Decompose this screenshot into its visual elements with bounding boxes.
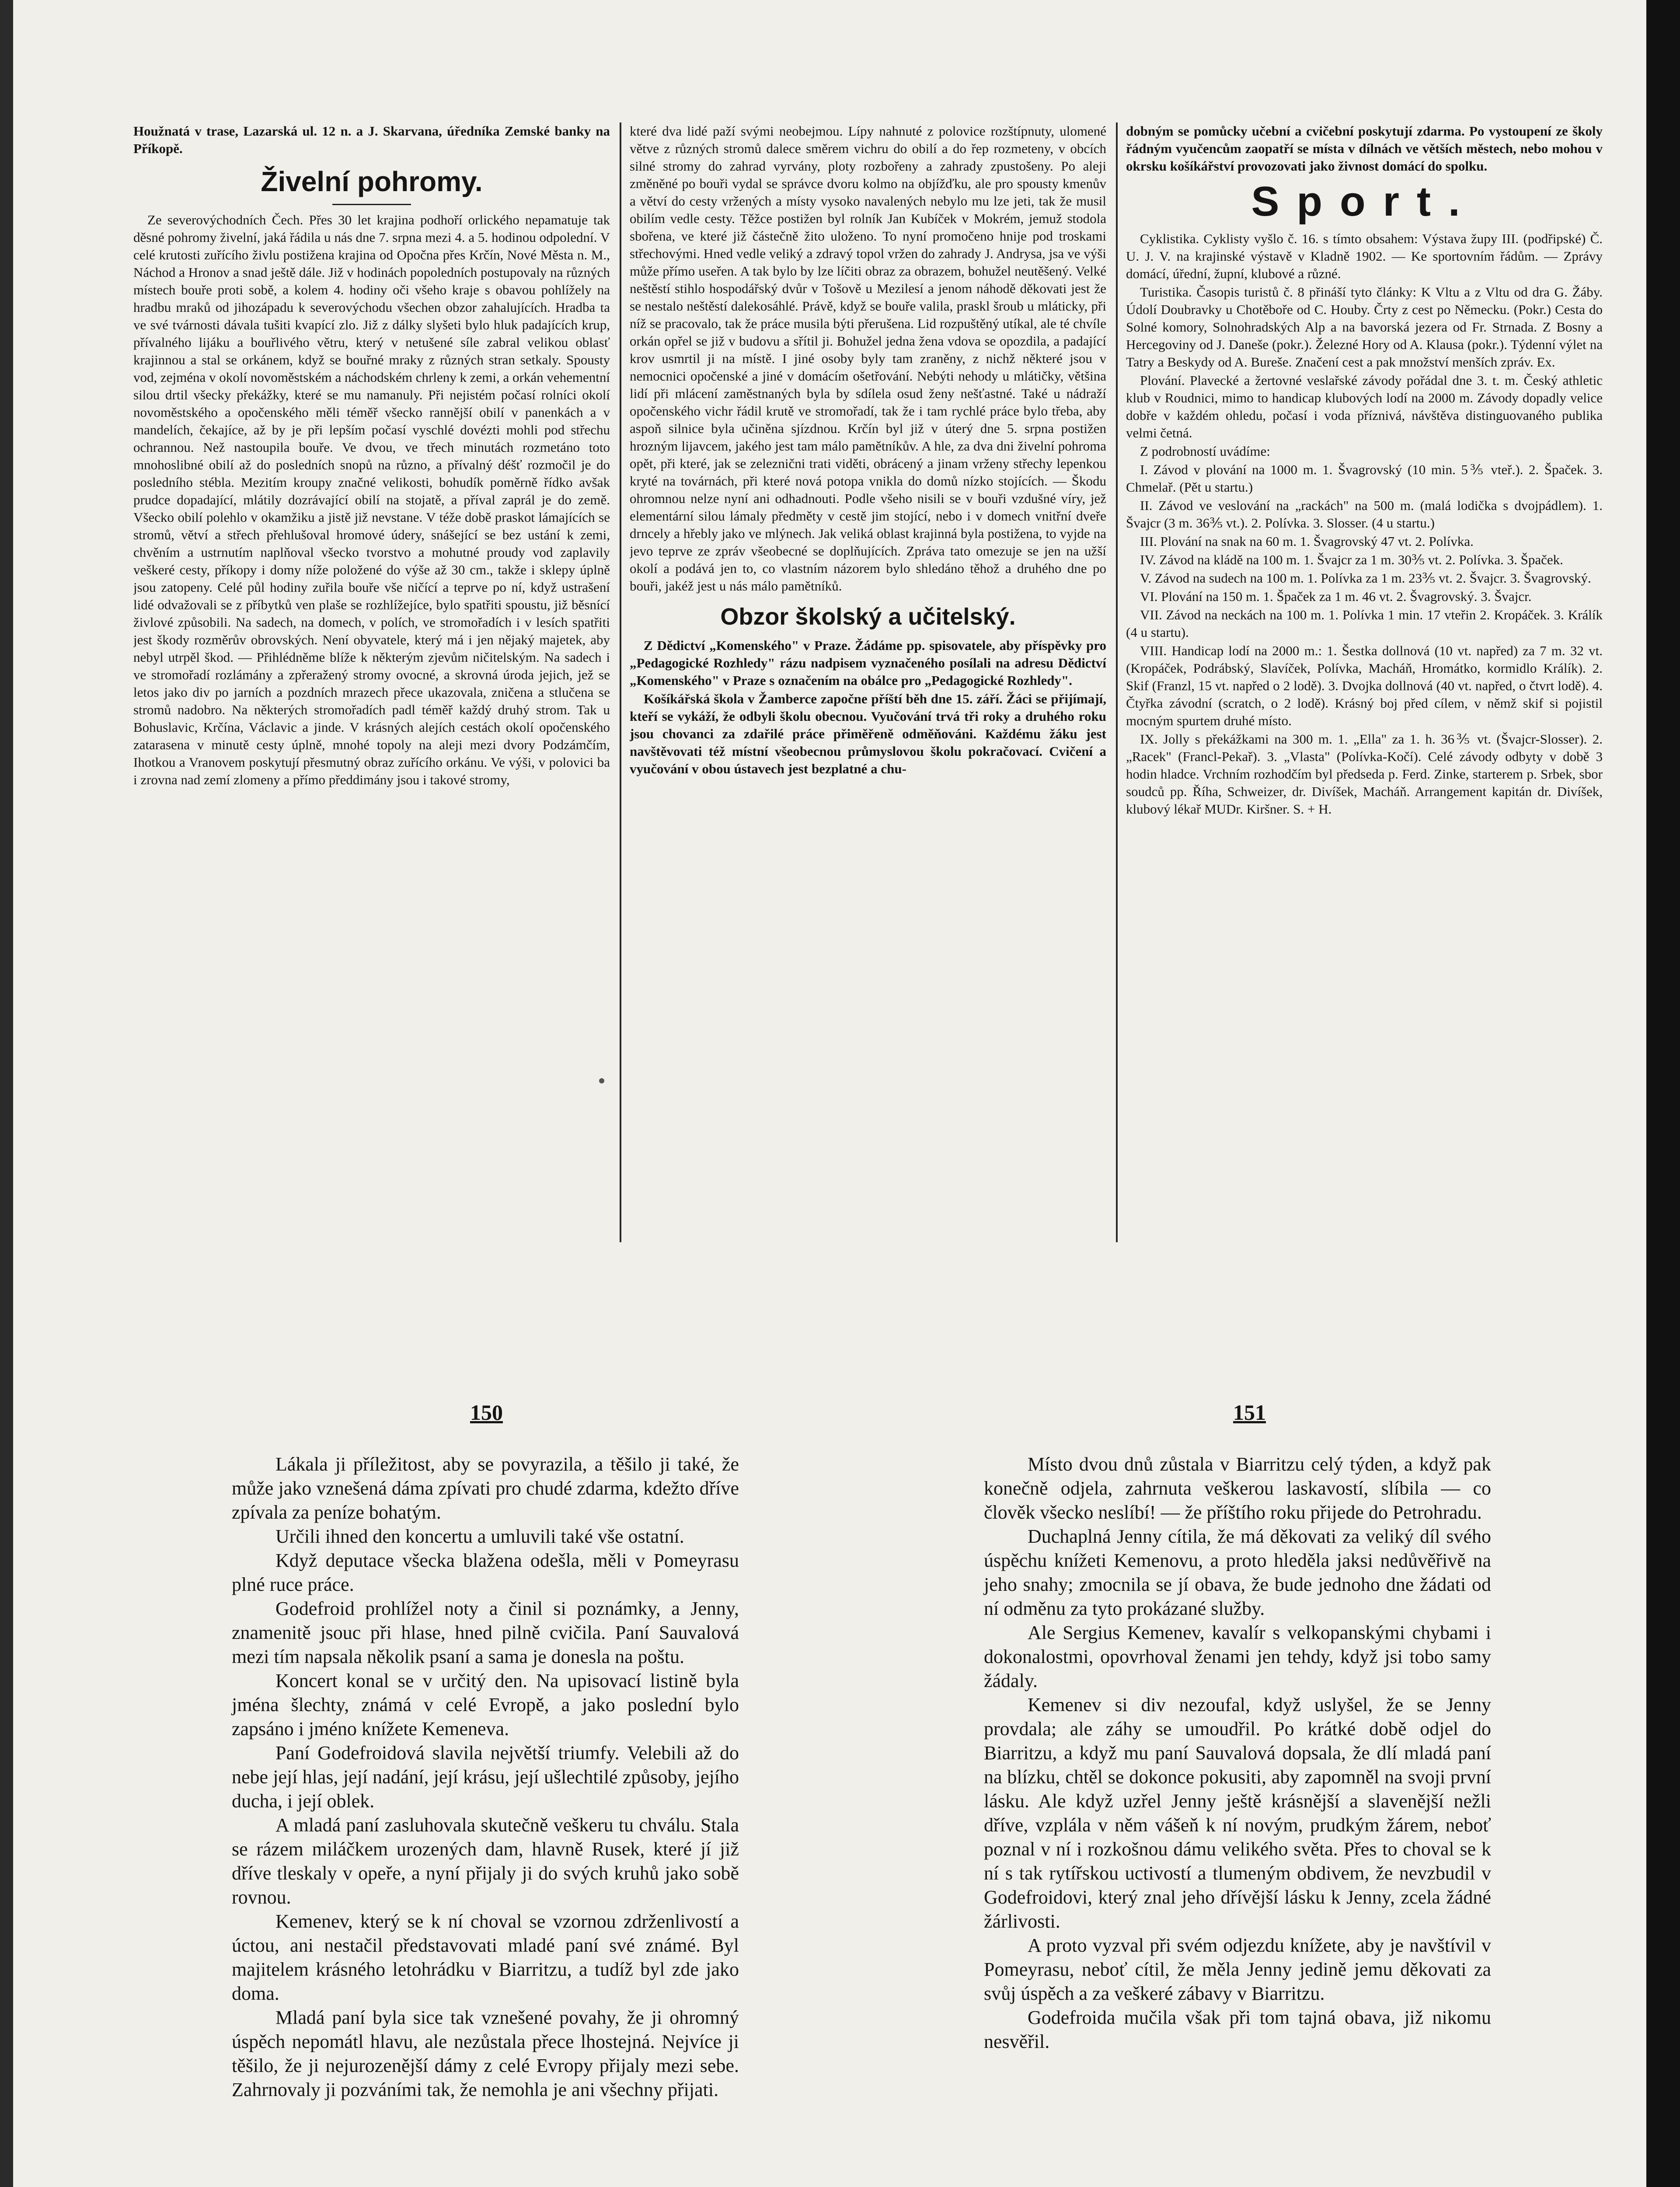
book-paragraph: Paní Godefroidová slavila největší triumfy. Velebili až do nebe její hlas, její nadání, její krásu, její ušlechtilé způsoby, jejího ducha, i její oblek.: [232, 1742, 739, 1812]
column-divider: [620, 122, 621, 1242]
article-paragraph: Z Dědictví „Komenského" v Praze. Žádáme pp. spisovatele, aby příspěvky pro „Pedagogické Rozhledy" rázu nadpisem vyznačeného posílali na adresu Dědictví „Komenského" v Praze s označením na obálce pro „Pedagogické Rozhledy".: [630, 638, 1106, 688]
newspaper-column-3: [1126, 122, 1603, 1242]
article-paragraph: dobným se pomůcky učební a cvičební poskytují zdarma. Po vystoupení ze školy řádným vyučencům zaopatří se místa v dílnách ve větších městech, nebo mohou v okrsku košíkářství provozovati jako živnost domácí do spolku.: [1126, 123, 1603, 174]
sport-paragraph: Turistika. Časopis turistů č. 8 přináší tyto články: K Vltu a z Vltu od dra G. Žáby. Údolí Doubravky u Chotěboře od C. Houby. Črty z cest po Německu. (Pokr.) Cesta do Solné komory, Solnohradských Alp a na bavorská jezera od Fr. Strnada. Z Bosny a Hercegoviny od J. Daneše (pokr.). Železné Hory od A. Klausa (pokr.). Týdenní výlet na Tatry a Beskydy od A. Bureše. Značení cest a pak množství menších zpráv. Ex.: [1126, 284, 1603, 370]
book-paragraph: A proto vyzval při svém odjezdu knížete, aby je navštívil v Pomeyrasu, neboť cítil, že měla Jenny jedině jemu děkovati za svůj úspěch a za veškeré zábavy v Biarritzu.: [984, 1935, 1491, 2004]
sport-paragraph: VIII. Handicap lodí na 2000 m.: 1. Šestka dollnová (10 vt. napřed) za 7 m. 32 vt. (Kropáček, Podrábský, Slavíček, Polívka, Macháň, Hromátko, kormidlo Králík). 2. Skif (Franzl, 15 vt. napřed o 2 lodě). 3. Dvojka dollnová (40 vt. napřed, o čtvrt lodě). 4. Čtyřka závodní (scratch, o 2 lodě). Krásný boj před cílem, v němž skif si pojistil mocným spurtem druhé místo.: [1126, 643, 1603, 728]
sport-paragraph: Cyklistika. Cyklisty vyšlo č. 16. s tímto obsahem: Výstava župy III. (podřipské) Č. U. J. V. na krajinské výstavě v Kladně 1902. — Ke sportovním řádům. — Zprávy domácí, úřední, župní, klubové a různé.: [1126, 231, 1603, 281]
sport-paragraph: Plování. Plavecké a žertovné veslařské závody pořádal dne 3. t. m. Český athletic klub v Roudnici, mimo to handicap klubových lodí na 2000 m. Závody dopadly velice dobře v každém ohledu, počasí i voda příznivá, návštěva distinguovaného publika velmi četná.: [1126, 373, 1603, 440]
left-book-page: [232, 1452, 739, 2102]
sport-paragraph: Z podrobností uvádíme:: [1140, 444, 1270, 459]
column-top-text: Houžnatá v trase, Lazarská ul. 12 n. a J. Skarvana, úředníka Zemské banky na Příkopě.: [133, 123, 610, 156]
sport-paragraph: VI. Plování na 150 m. 1. Špaček za 1 m. 46 vt. 2. Švagrovský. 3. Švajcr.: [1140, 589, 1532, 604]
article-paragraph: Košíkářská škola v Žamberce započne příští běh dne 15. září. Žáci se přijímají, kteří se vykáží, že odbyli školu obecnou. Vyučování trvá tři roky a druhého roku jsou chovanci za zdařilé práce přiměřeně odměňováni. Každému žáku jest navštěvovati též místní všeobecnou průmyslovou školu pokračovací. Cvičení a vyučování v obou ústavech jest bezplatné a chu-: [630, 691, 1106, 776]
book-paragraph: Určili ihned den koncertu a umluvili také vše ostatní.: [275, 1526, 684, 1547]
book-paragraph: Kemenev, který se k ní choval se vzornou zdrženlivostí a úctou, ani nestačil představovati mladé paní své známé. Byl majitelem krásného letohrádku v Biarritzu, a tudíž byl zde jako doma.: [232, 1911, 739, 2004]
newspaper-column-1: [133, 122, 610, 1242]
left-page-number: 150: [470, 1400, 503, 1425]
article-paragraph: Ze severovýchodních Čech. Přes 30 let krajina podhoří orlického nepamatuje tak děsné pohromy živelní, jaká řádila u nás dne 7. srpna mezi 4. a 5. hodinou odpolední. V celé krutosti zuřícího živlu postižena krajina od Opočna přes Krčín, Nové Města n. M., Náchod a Hronov a snad ještě dále. Již v hodinách popoledních postupovaly na různých místech bouře proti sobě, a kolem 4. hodiny oči všeho kraje s obavou pohlížely na hradbu mraků od jihozápadu k severovýchodu všechen obzor zahalujících. Hradba ta ve své tvárnosti dávala tušiti kvapící zlo. Již z dálky slyšeti bylo hluk padajících krup, přívalného lijáku a bouřlivého větru, který v netušené síle zabral velikou oblasť krajinnou a stal se orkánem, když se bouřné mraky z různých stran setkaly. Spousty vod, zejména v okolí novoměstském a náchodském chrleny k zemi, a orkán vehementní silou drtil všecky překážky, které se mu namanuly. Při nejistém počasí rolníci okolí novoměstského a opočenského měli téměř všecko rannější obilí v panenkách a v mandelích, čekajíce, až by je při lepším počasí vyschlé dovézti mohli pod střechu ochrannou. Než nastoupila bouře. Ve dvou, ve třech minutách rozmetáno toto mnohoslibné obilí až do posledních snopů na různo, a přívalný déšť rozmočil je do posledního stébla. Mezitím kroupy značné velikosti, bohudík poměrně řídko avšak prudce dopadající, mlátily dozrávající obilí na stojatě, a příval zaprál je do země. Všecko obilí polehlo v okamžiku a jistě již nevstane. V téže době praskot lámajících se stromů, větví a střech přehlušoval hromové údery, snášející se bez ustání k zemi, chvěním a ustrnutím naplňoval všecko tvorstvo a mohutné proudy vod zaplavily veškeré cesty, příkopy i domy níže položené do výše až 30 cm., takže i sklepy úplně jsou zatopeny. Celé půl hodiny zuřila bouře vše ničící a teprve po ní, když ustrašení lidé odvažovali se z příbytků ven plaše se rozhlížejíce, bylo spatřiti spoustu, již běsnící živlové způsobili. Na sadech, na domech, v polích, ve stromořadích i v lesích spatřiti jest škody rozměrův obrovských. Není obyvatele, který má i jen nějaký majetek, aby nebyl utrpěl škod. — Přihlédněme blíže k některým zjevům ničitelským. Na sadech i ve stromořadí rozlámány a zpřeražený stromy ovocné, a skrovná úroda jejich, jež se letos jako div po jarních a pozdních mrazech přece ukazovala, zničena a stlučena se stromů nadobro. Na některých stromořadích padl téměř každý druhý strom. Tak u Bohuslavic, Krčína, Václavic a jinde. V krásných alejích cestách okolí opočenského zatarasena v minutě cesty úplně, mnohé topoly na aleji mezi dvory Podzámčím, Ihotkou a Vranovem poskytují přesmutný obraz zuřícího orkánu. Ve výši, v polovici ba i zrovna nad zemí zlomeny a přímo předdimány jsou i takové stromy,: [133, 212, 610, 787]
book-paragraph: Kemenev si div nezoufal, když uslyšel, že se Jenny provdala; ale záhy se umoudřil. Po krátké době odjel do Biarritzu, a když mu paní Sauvalová dopsala, že dlí mladá paní na blízku, chtěl se dokonce pokusiti, aby zapomněl na svoji první lásku. Ale když uzřel Jenny ještě krásnější a slavenější nežli dříve, vzplála v něm vášeň k ní novým, prudkým žárem, neboť poznal v ní i rozkošnou dámu velikého světa. Přes to choval se k ní s tak rytířskou uctivostí a tlumeným obdivem, že nevzbudil v Godefroidovi, který znal jeho dřívější lásku k Jenny, zcela žádné žárlivosti.: [984, 1694, 1491, 1932]
sport-paragraph: II. Závod ve veslování na „rackách" na 500 m. (malá lodička s dvojpádlem). 1. Švajcr (3 m. 36⅗ vt.). 2. Polívka. 3. Slosser. (4 u startu.): [1126, 498, 1603, 531]
sport-paragraph: III. Plování na snak na 60 m. 1. Švagrovský 47 vt. 2. Polívka.: [1140, 534, 1474, 549]
sport-paragraph: I. Závod v plování na 1000 m. 1. Švagrovský (10 min. 5⅗ vteř.). 2. Špaček. 3. Chmelař. (Pět u startu.): [1126, 462, 1603, 495]
scanned-page: [13, 0, 1657, 2187]
book-paragraph: Koncert konal se v určitý den. Na upisovací listině byla jména šlechty, známá v celé Evropě, a jako poslední bylo zapsáno i jméno knížete Kemeneva.: [232, 1670, 739, 1740]
book-paragraph: Duchaplná Jenny cítila, že má děkovati za veliký díl svého úspěchu knížeti Kemenovu, a proto hleděla jaksi nedůvěřivě na jeho snahy; zmocnila se jí obava, že bude jednoho dne žádati od ní odměnu za tyto prokázané služby.: [984, 1526, 1491, 1619]
newspaper-clipping: [133, 122, 1603, 1242]
newspaper-column-2: [630, 122, 1106, 1242]
book-paragraph: A mladá paní zasluhovala skutečně veškeru tu chválu. Stala se rázem miláčkem urozených dam, hlavně Rusek, které jí již dříve tleskaly v opeře, a nyní přijaly ji do svých kruhů jako sobě rovnou.: [232, 1814, 739, 1908]
right-page-number: 151: [1233, 1400, 1266, 1425]
book-paragraph: Ale Sergius Kemenev, kavalír s velkopanskými chybami i dokonalostmi, opovrhoval ženami jen tehdy, když jsi tobo samy žádaly.: [984, 1622, 1491, 1691]
book-paragraph: Mladá paní byla sice tak vznešené povahy, že ji ohromný úspěch nepomátl hlavu, ale nezůstala přece lhostejná. Nejvíce ji těšilo, že ji nejurozenější dámy z celé Evropy přijaly mezi sebe. Zahrnovaly ji pozváními tak, že nemohla je ani všechny přijati.: [232, 2007, 739, 2100]
section-heading: Obzor školský a učitelský.: [720, 604, 1016, 630]
book-paragraph: Lákala ji příležitost, aby se povyrazila, a těšilo ji také, že může jako vznešená dáma zpívati pro chudé zdarma, kdežto dříve zpívala za peníze bohatým.: [232, 1453, 739, 1523]
article-heading: Živelní pohromy.: [261, 166, 483, 197]
sport-paragraph: IX. Jolly s překážkami na 300 m. 1. „Ella" za 1. h. 36⅗ vt. (Švajcr-Slosser). 2. „Racek" (Francl-Pekař). 3. „Vlasta" (Polívka-Kočí). Celé závody odbyty v době 3 hodin hladce. Vrchním rozhodčím byl předseda p. Ferd. Zinke, starterem p. Srbek, sbor soudců pp. Říha, Schweizer, dr. Divíšek, Macháň. Arrangement kapitán dr. Divíšek, klubový lékař MUDr. Kiršner. S. + H.: [1126, 731, 1603, 817]
book-paragraph: Godefroida mučila však při tom tajná obava, již nikomu nesvěřil.: [984, 2007, 1491, 2052]
sport-paragraph: V. Závod na sudech na 100 m. 1. Polívka za 1 m. 23⅗ vt. 2. Švajcr. 3. Švagrovský.: [1140, 570, 1591, 586]
sport-paragraph: VII. Závod na neckách na 100 m. 1. Polívka 1 min. 17 vteřin 2. Kropáček. 3. Králík (4 u startu).: [1126, 607, 1603, 640]
book-paragraph: Místo dvou dnů zůstala v Biarritzu celý týden, a když pak konečně odjela, zahrnuta veškerou laskavostí, slíbila — co člověk všecko neslíbí! — že příštího roku přijede do Petrohradu.: [984, 1453, 1491, 1523]
sport-heading: Sport.: [1251, 178, 1478, 225]
heading-rule: [332, 204, 411, 205]
sport-paragraph: IV. Závod na kládě na 100 m. 1. Švajcr za 1 m. 30⅗ vt. 2. Polívka. 3. Špaček.: [1140, 552, 1563, 567]
book-paragraph: Godefroid prohlížel noty a činil si poznámky, a Jenny, znamenitě jsouc při hlase, hned pilně cvičila. Paní Sauvalová mezi tím napsala několik psaní a sama je donesla na poštu.: [232, 1598, 739, 1667]
page-edge-shadow: [1646, 0, 1680, 2187]
article-paragraph: které dva lidé paží svými neobejmou. Lípy nahnuté z polovice rozštípnuty, ulomené větve z různých stromů dalece směrem vichru do obilí a do řep rozmeteny, v obcích silné stromy do zahrad vyrvány, ploty rozbořeny a zahrady zpustošeny. Po aleji změněné po bouři vydal se správce dvoru kolmo na objížďku, ale pro spousty kmenův a větví do cesty vržených a místy vysoko navalených nebylo mu lze jeti, tak že musil obilím vedle cesty. Těžce postižen byl rolník Jan Kubíček v Mokrém, jemuž stodola sbořena, ve které již částečně žito uloženo. To nyní promočeno hnije pod troskami střechovými. Hned vedle veliký a zdravý topol vržen do zahrady J. Andrysa, jsa ve výši může přímo useřen. A tak bylo by lze líčiti obraz za obrazem, bohužel neutěšený. Velké neštěstí stihlo hospodářský dvůr v Tošově u Mezilesí a jenom náhodě děkovati jest že se nestalo neštěstí dalekosáhlé. Právě, když se bouře valila, praskl šroub u mláticky, při níž se pracovalo, tak že práce musila býti přerušena. Lid rozpuštěný utíkal, ale té chvíle orkán opřel se již v budovu a sřítil ji. Bohužel jedna žena vdova se opozdila, a padající krov usmrtil ji na místě. I jiné osoby byly tam zraněny, z nichž některé jsou v nemocnici opočenské a jiné v domácím ošetřování. Nebýti nehody u mlátičky, většina lidí při mlácení zaměstnaných byla by sdílela osud ženy nešťastné. Také u nádraží opočenského vichr řádil krutě ve stromořadí, tak že i tam rychlé práce bylo třeba, aby aspoň silnice byla učiněna sjízdnou. Krčín byl již v úterý dne 5. srpna postižen hrozným lijavcem, jakého jest tam málo pamětníkův. A hle, za dva dni živelní pohroma opět, při které, jak se zeleznični trati viděti, obrácený a jinam vrženy střechy lepenkou kryté na továrnách, při které nová potopa vnikla do domů nízko stojících. — Škodu ohromnou nelze nyní ani odhadnouti. Podle všeho nisili se v bouři vzdušné víry, jež elementární silou lámaly předměty v cestě jim stojící, nebo i v domech vnitřní dveře drncely a hřebly jako ve mlýnech. Jak veliká oblast krajinná byla postižena, to vyjde na jevo teprve ze zpráv všeobecné se doplňujících. Zpráva tato omezuje se jen na užší okolí a podává jen to, co vlastním názorem bylo shledáno těhož a druhého dne po bouři, jakéž jest u nás málo pamětníků.: [630, 123, 1106, 594]
right-book-page: [984, 1452, 1491, 2054]
book-paragraph: Když deputace všecka blažena odešla, měli v Pomeyrasu plné ruce práce.: [232, 1550, 739, 1595]
column-divider: [1116, 122, 1118, 1242]
print-speck: [599, 1078, 604, 1083]
